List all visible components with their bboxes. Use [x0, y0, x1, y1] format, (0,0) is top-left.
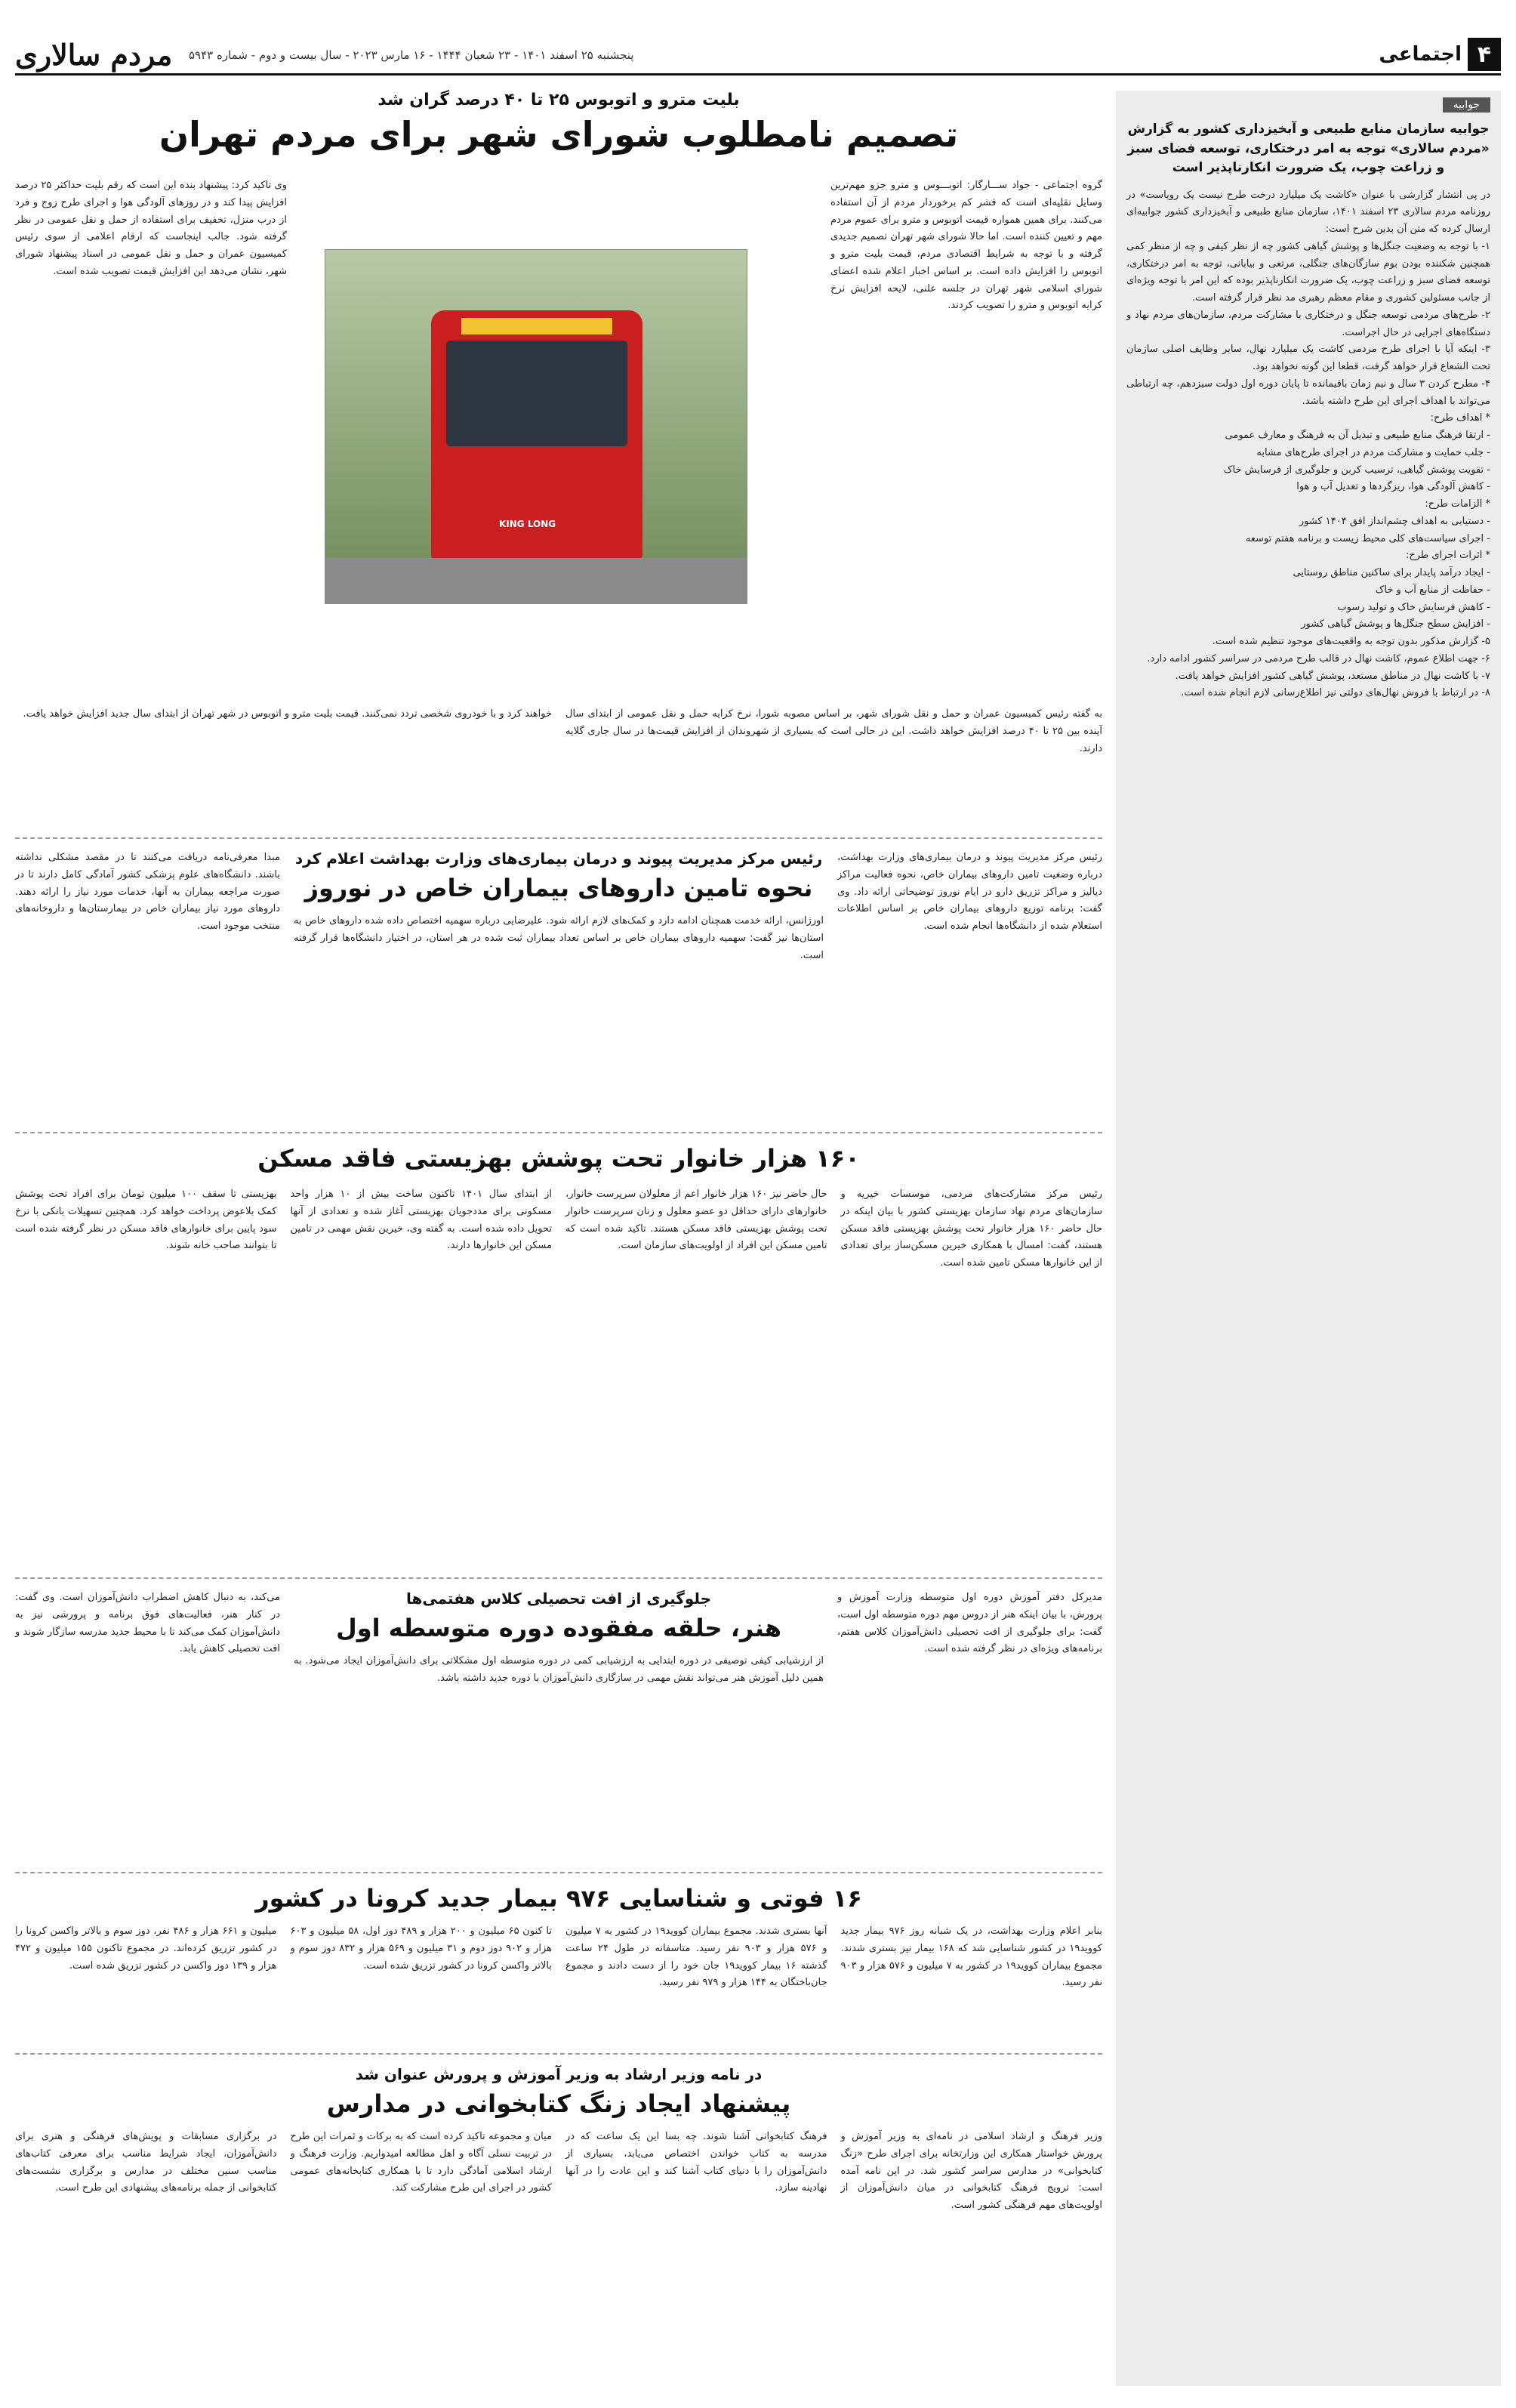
masthead: [15, 38, 1501, 76]
section-name: اجتماعی: [1379, 43, 1462, 66]
pharma-body-right: رئیس مرکز مدیریت پیوند و درمان بیماری‌های وزارت بهداشت، درباره وضعیت تامین داروهای بیماران خاص، نحوه فعالیت مراکز دیالیز و مراکز تزریق دارو در ایام نوروز توضیحاتی ارائه داد. وی گفت: برنامه توزیع داروهای بیماران خاص بر اساس اطلاعات استعلام شده از دانشگاه‌ها انجام شده است.: [837, 852, 1102, 932]
library-body-1: وزیر فرهنگ و ارشاد اسلامی در نامه‌ای به وزیر آموزش و پرورش خواستار همکاری این وزارتخانه برای اجرای طرح «زنگ کتابخوانی» در مدارس سراسر کشور شد. در این نامه آمده است: ترویج فرهنگ کتابخوانی در میان دانش‌آموزان از اولویت‌های مهم فرهنگی کشور است.: [840, 2131, 1102, 2211]
reply-body: در پی انتشار گزارشی با عنوان «کاشت یک میلیارد درخت طرح نیست یک رویاست» در روزنامه مردم سالاری ۲۳ اسفند ۱۴۰۱، سازمان منابع طبیعی و آبخیزداری کشور جوابیه‌ای ارسال کرده که متن آن بدین شرح است: ۱- با توجه به وضعیت جنگل‌ها و پوشش گیاهی کشور چه از نظر کیفی و چه از منظر کمی همچنین شکننده بودن بوم سازگان‌های جنگلی، مرتعی و بیابانی، توجه به امر درختکاری، توسعه فضای سبز و زراعت چوب، یک ضرورت انکارناپذیر بوده که این امر با توجه ویژه‌ای از جانب مسئولین کشوری و مقام معظم رهبری مد نظر قرار گرفته است. ۲- طرح‌های مردمی توسعه جنگل و درختکاری با مشارکت مردم، سازمان‌های مردم نهاد و دستگاه‌های اجرایی در حال اجراست. ۳- اینکه آیا با اجرای طرح مردمی کاشت یک میلیارد نهال، سایر وظایف اصلی سازمان تحت الشعاع قرار خواهد گرفت، قطعا این گونه نخواهد بود. ۴- مطرح کردن ۳ سال و نیم زمان باقیمانده تا پایان دوره اول دولت سیزدهم، چه ارتباطی می‌تواند با اهداف اجرای این طرح داشته باشد. * اهداف طرح: - ارتقا فرهنگ منابع طبیعی و تبدیل آن به فرهنگ و معارف عمومی - جلب حمایت و مشارکت مردم در اجرای طرح‌های مشابه - تقویت پوشش گیاهی، ترسیب کربن و جلوگیری از فرسایش خاک - کاهش آلودگی هوا، ریزگردها و تعدیل آب و هوا * الزامات طرح: - دستیابی به اهداف چشم‌انداز افق ۱۴۰۴ کشور - اجرای سیاست‌های کلی محیط زیست و برنامه هفتم توسعه * اثرات اجرای طرح: - ایجاد درآمد پایدار برای ساکنین مناطق روستایی - حفاظت از منابع آب و خاک - کاهش فرسایش خاک و تولید رسوب - افزایش سطح جنگل‌ها و پوشش گیاهی کشور ۵- گزارش مذکور بدون توجه به واقعیت‌های موجود تنظیم شده است. ۶- جهت اطلاع عموم، کاشت نهال در قالب طرح مردمی در سراسر کشور ادامه دارد. ۷- با کاشت نهال در مناطق مستعد، پوشش گیاهی کشور افزایش خواهد یافت. ۸- در ارتباط با فروش نهال‌های دولتی نیز اطلاع‌رسانی لازم انجام شده است.: [1126, 189, 1491, 699]
school-headline: هنر، حلقه مفقوده دوره متوسطه اول: [335, 1614, 782, 1642]
school-body-left: می‌کند، به دنبال کاهش اضطراب دانش‌آموزان است. وی گفت: در کنار هنر، فعالیت‌های فوق برنامه و پرورشی نیز به دانش‌آموزان کمک می‌کند تا با محیط جدید مدرسه سازگار شوند و افت تحصیلی کاهش یابد.: [15, 1592, 280, 1655]
page-number: ۴: [1468, 38, 1501, 71]
covid-body-3: تا کنون ۶۵ میلیون و ۲۰۰ هزار و ۴۸۹ دوز اول، ۵۸ میلیون و ۶۰۳ هزار و ۹۰۲ دوز دوم و ۳۱ میلیون و ۵۶۹ هزار و ۸۳۲ دوز سوم و بالاتر واکسن کرونا در کشور تزریق شده است.: [290, 1925, 552, 1972]
library-kicker: در نامه وزیر ارشاد به وزیر آموزش و پرورش عنوان شد: [355, 2065, 763, 2083]
library-body-3: میان و مجموعه تاکید کرده است که به برکات و ثمرات این طرح در تربیت نسلی آگاه و اهل مطالعه امیدواریم. وزارت فرهنگ و ارشاد اسلامی آمادگی دارد تا با همکاری کتابخانه‌های عمومی کشور در اجرای این طرح مشارکت کند.: [290, 2131, 552, 2194]
covid-body-4: میلیون و ۶۶۱ هزار و ۴۸۶ نفر، دوز سوم و بالاتر واکسن کرونا را در کشور تزریق کرده‌اند. در مجموع تاکنون ۱۵۵ میلیون و ۴۷۲ هزار و ۱۳۹ دوز واکسن در کشور تزریق شده است.: [15, 1925, 277, 1972]
welfare-article: [15, 1144, 1102, 1567]
school-kicker: جلوگیری از افت تحصیلی کلاس هفتمی‌ها: [405, 1589, 712, 1608]
library-body-4: در برگزاری مسابقات و پویش‌های فرهنگی و هنری برای دانش‌آموزان، ایجاد شرایط مناسب برای معرفی کتاب‌های مناسب سنین مختلف در مدارس و برگزاری نشست‌های کتابخوانی از جمله برنامه‌های پیشنهادی این طرح است.: [15, 2131, 277, 2194]
welfare-body-2: حال حاضر نیز ۱۶۰ هزار خانوار اعم از معلولان سرپرست خانوار، خانوارهای دارای حداقل دو عضو معلول و زنان سرپرست خانوار تحت پوشش بهزیستی فاقد مسکن هستند. تاکید شده است که تامین مسکن این افراد از اولویت‌های سازمان است.: [565, 1189, 827, 1252]
reply-title: جوابیه سازمان منابع طبیعی و آبخیزداری کشور به گزارش «مردم سالاری» توجه به امر درختکاری، توسعه فضای سبز و زراعت چوب، یک ضرورت انکارناپذیر است: [1127, 122, 1490, 175]
lead-body-right: گروه اجتماعی - جواد ســـارگار: اتوبـــوس و مترو جزو مهم‌ترین وسایل نقلیه‌ای است که قشر کم برخوردار مردم از آن استفاده می‌کنند. برای همین همواره قیمت اتوبوس و مترو برای عموم مردم مهم و تعیین کننده است. اما حالا شورای شهر تهران تصمیم جدیدی گرفته و با توجه به شرایط اقتصادی مردم، قیمت بلیت مترو و اتوبوس را افزایش داده است. بر اساس اخبار اعلام شده اعضای شورای اسلامی شهر تهران در جلسه علنی، لایحه افزایش نرخ کرایه اتوبوس و مترو را تصویب کردند.: [830, 180, 1102, 312]
welfare-body-1: رئیس مرکز مشارکت‌های مردمی، موسسات خیریه و سازمان‌های مردم نهاد سازمان بهزیستی کشور با بیان اینکه در حال حاضر ۱۶۰ هزار خانوار تحت پوشش بهزیستی فاقد مسکن هستند، گفت: امسال با همکاری خیرین مسکن‌ساز برای تعدادی از این خانوارها مسکن تامین شده است.: [840, 1189, 1102, 1269]
pharma-headline: نحوه تامین داروهای بیماران خاص در نوروز: [304, 874, 813, 902]
library-body-2: فرهنگ کتابخوانی آشنا شوند. چه بسا این یک ساعت که در مدرسه به کتاب خواندن اختصاص می‌یابد، بسیاری از دانش‌آموزان را با دنیای کتاب آشنا کند و این عادت را در آنها نهادینه سازد.: [565, 2131, 827, 2194]
school-body-right: مدیرکل دفتر آموزش دوره اول متوسطه وزارت آموزش و پرورش، با بیان اینکه هنر از دروس مهم دوره متوسطه اول است، گفت: برای جلوگیری از افت تحصیلی دانش‌آموزان کلاس هفتم، برنامه‌های ویژه‌ای در نظر گرفته شده است.: [837, 1592, 1102, 1655]
welfare-body-4: بهزیستی تا سقف ۱۰۰ میلیون تومان برای افراد تحت پوشش کمک بلاعوض پرداخت خواهد کرد. همچنین تسهیلات بانکی با نرخ سود پایین برای خانوارهای فاقد مسکن در نظر گرفته شده است تا بتوانند صاحب خانه شوند.: [15, 1189, 277, 1252]
photo-caption: خواهند کرد و با خودروی شخصی تردد نمی‌کنند. قیمت بلیت مترو و اتوبوس در شهر تهران از ابتدای سال جدید افزایش خواهد یافت.: [23, 708, 552, 720]
pharma-body-left: مبدا معرفی‌نامه دریافت می‌کنند تا در مقصد مشکلی نداشته باشند. دانشگاه‌های علوم پزشکی کشور آمادگی کامل دارند تا در صورت مراجعه بیماران به آنها، خدمات مورد نیاز را ارائه دهند. داروهای مورد نیاز بیماران خاص در بیمارستان‌ها و داروخانه‌های منتخب موجود است.: [15, 852, 280, 932]
covid-body-2: آنها بستری شدند. مجموع بیماران کووید۱۹ در کشور به ۷ میلیون و ۵۷۶ هزار و ۹۰۳ نفر رسید. متاسفانه در طول ۲۴ ساعت گذشته ۱۶ بیمار کووید۱۹ جان خود را از دست دادند و مجموع جان‌باختگان به ۱۴۴ هزار و ۹۷۹ نفر رسید.: [565, 1925, 827, 1989]
welfare-body-3: از ابتدای سال ۱۴۰۱ تاکنون ساخت بیش از ۱۰ هزار واحد مسکونی برای مددجویان بهزیستی آغاز شده و تعدادی از آنها تحویل داده شده است. به گفته وی، خیرین نقش مهمی در تامین مسکن این خانوارها دارند.: [290, 1189, 552, 1252]
date-line: پنجشنبه ۲۵ اسفند ۱۴۰۱ - ۲۳ شعبان ۱۴۴۴ - ۱۶ مارس ۲۰۲۳ - سال بیست و دوم - شماره ۵۹۴۳: [189, 48, 634, 62]
library-headline: پیشنهاد ایجاد زنگ کتابخوانی در مدارس: [326, 2089, 791, 2118]
bus-photo: [325, 249, 747, 604]
reply-tag: جوابیه: [1443, 97, 1490, 113]
pharma-kicker: رئیس مرکز مدیریت پیوند و درمان بیماری‌های وزارت بهداشت اعلام کرد: [294, 849, 823, 868]
bus-image: KING LONG: [431, 310, 642, 560]
lead-kicker: بلیت مترو و اتوبوس ۲۵ تا ۴۰ درصد گران شد: [377, 91, 740, 109]
covid-article: [15, 1884, 1102, 2043]
school-body-middle: از ارزشیابی کیفی توصیفی در دوره ابتدایی به ارزشیابی کمی در دوره متوسطه اول مشکلاتی برای دانش‌آموزان ایجاد می‌شود. به همین دلیل آموزش هنر می‌تواند نقش مهمی در سازگاری دانش‌آموزان با دوره جدید داشته باشد.: [294, 1655, 824, 1684]
school-article: [15, 1589, 1102, 1861]
covid-body-1: بنابر اعلام وزارت بهداشت، در یک شبانه روز ۹۷۶ بیمار جدید کووید۱۹ در کشور شناسایی شد که ۱۶۸ بیمار نیز بستری شدند. مجموع بیماران کووید۱۹ در کشور به ۷ میلیون و ۵۷۶ هزار و ۹۰۳ نفر رسید.: [840, 1925, 1103, 1989]
library-article: [15, 2065, 1102, 2215]
page-label: [1379, 38, 1501, 71]
lead-body-left: وی تاکید کرد: پیشنهاد بنده این است که رقم بلیت حداکثر ۲۵ درصد افزایش پیدا کند و در روزهای آلودگی هوا و اجرای طرح زوج و فرد از درب منزل، تخفیف برای استفاده از حمل و نقل عمومی در نظر گرفته شود. جالب اینجاست که ارقام اعلامی از سوی رئیس کمیسیون عمران و حمل و نقل عمومی در اسناد پیشنهاد شورای شهر، نشان می‌دهد این افزایش قیمت تصویب شده است.: [15, 180, 288, 277]
covid-headline: ۱۶ فوتی و شناسایی ۹۷۶ بیمار جدید کرونا در کشور: [255, 1884, 862, 1913]
newspaper-logo: مردم سالاری: [15, 38, 173, 72]
pharma-article: [15, 849, 1102, 1121]
lead-headline: تصمیم نامطلوب شورای شهر برای مردم تهران: [159, 114, 959, 155]
welfare-headline: ۱۶۰ هزار خانوار تحت پوشش بهزیستی فاقد مسکن: [257, 1144, 860, 1173]
pharma-body-middle: اورژانس، ارائه خدمت همچنان ادامه دارد و کمک‌های لازم ارائه شود. علیرضایی درباره سهمیه اختصاص داده شده داروهای خاص به استان‌ها نیز گفت: سهمیه داروهای بیماران خاص بر اساس تعداد بیماران ثبت شده در هر استان، در اختیار دانشگاه‌ها قرار گرفته است.: [294, 915, 824, 961]
lead-body-middle: به گفته رئیس کمیسیون عمران و حمل و نقل شورای شهر، بر اساس مصوبه شورا، نرخ کرایه حمل و نقل عمومی از ابتدای سال آینده بین ۲۵ تا ۴۰ درصد افزایش خواهد داشت. این در حالی است که بسیاری از شهروندان از افزایش قیمت‌ها در سال جاری گلایه دارند.: [565, 708, 1102, 754]
reply-column: [1116, 91, 1501, 2386]
